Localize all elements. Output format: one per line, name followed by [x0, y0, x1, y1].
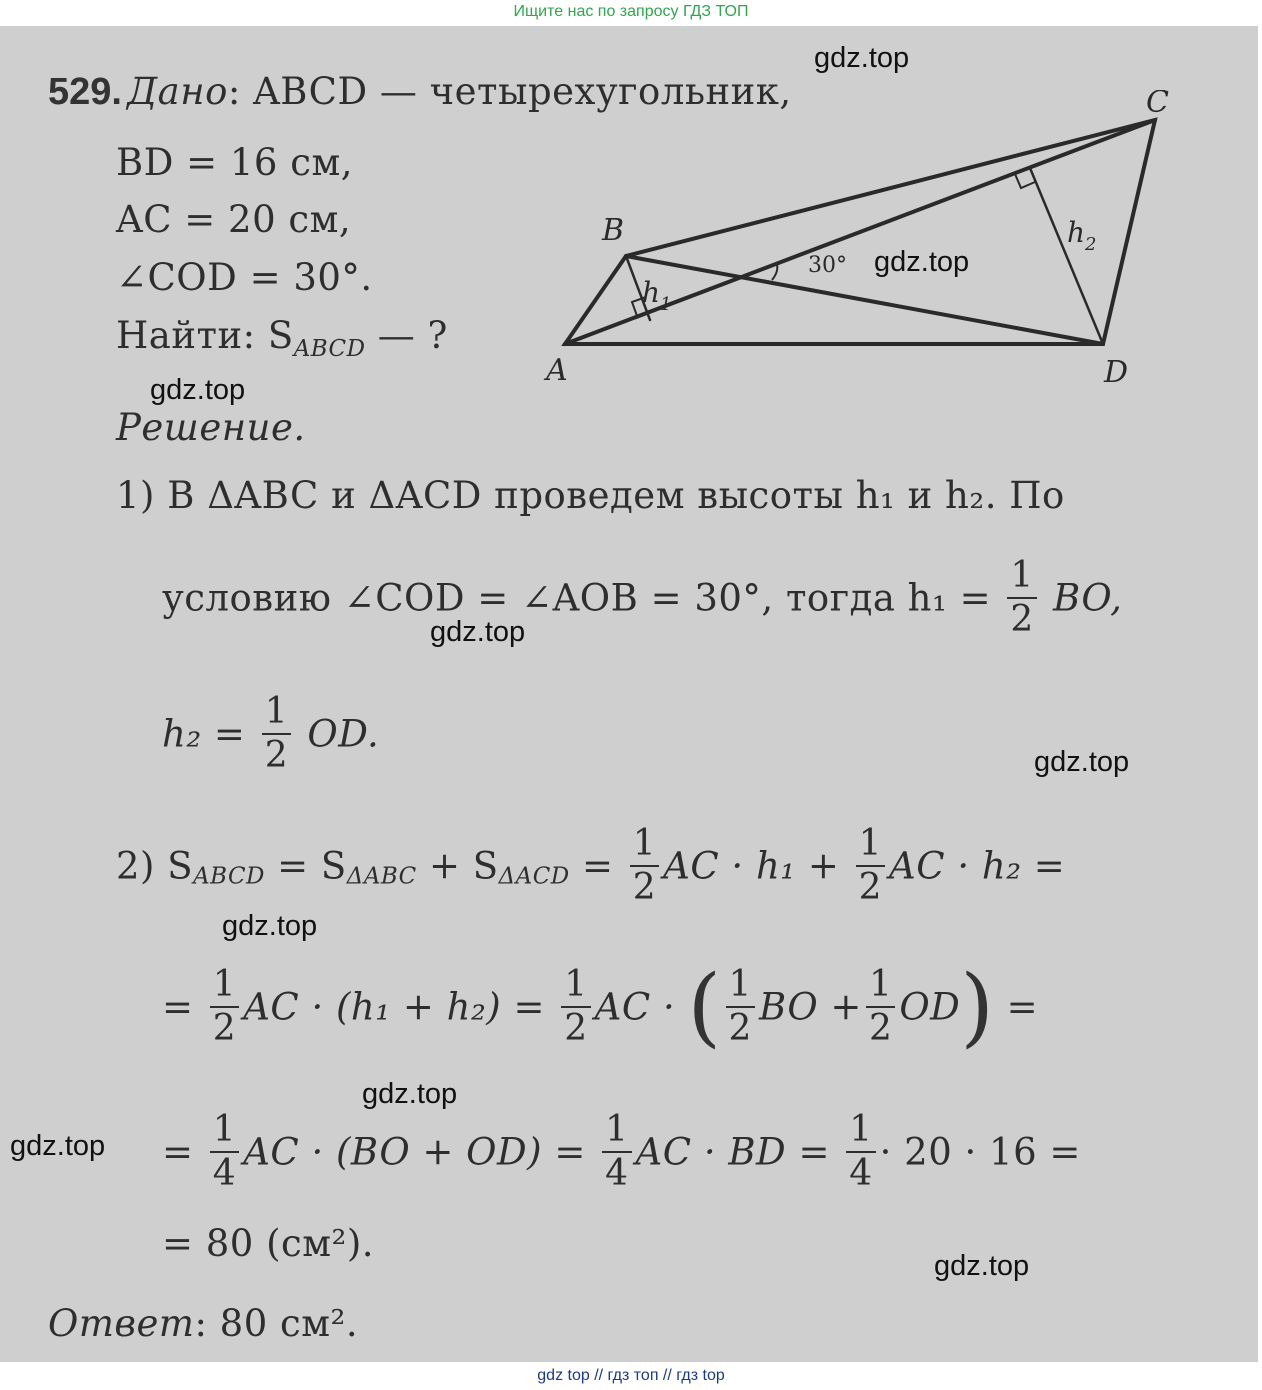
vertex-b: B [602, 213, 625, 248]
fraction-quarter: $\frac{1}{4}$ [846, 1112, 875, 1192]
answer-value: : 80 см². [194, 1302, 359, 1345]
fraction-half: $\frac{1}{2}$ [262, 694, 291, 774]
find-label: Найти: S [116, 314, 294, 357]
vertex-c: C [1146, 90, 1169, 120]
right-paren: ) [960, 957, 995, 1057]
find-sub: ABCD [293, 336, 366, 363]
watermark: gdz.top [1034, 746, 1130, 778]
quadrilateral-figure [540, 90, 1200, 420]
fraction-half: $\frac{1}{2}$ [210, 967, 239, 1047]
label-h1-sub: 1 [660, 294, 672, 315]
textbook-page [0, 26, 1258, 1362]
problem-number: 529. [48, 71, 122, 113]
watermark: gdz.top [150, 374, 246, 406]
watermark: gdz.top [362, 1078, 458, 1110]
fraction-half: $\frac{1}{2}$ [630, 826, 659, 906]
label-h2-sub: 2 [1085, 234, 1097, 255]
fraction-half: $\frac{1}{2}$ [1007, 558, 1036, 638]
fraction-quarter: $\frac{1}{4}$ [602, 1112, 631, 1192]
step2-result: = 80 (см²). [162, 1222, 375, 1265]
label-h1: h [642, 276, 661, 309]
footer-links[interactable]: gdz top // гдз топ // гдз top [537, 1367, 725, 1384]
top-banner[interactable]: Ищите нас по запросу ГДЗ ТОП [513, 3, 749, 20]
watermark: gdz.top [430, 616, 526, 648]
vertex-d: D [1104, 355, 1129, 390]
step1-line3-tail: OD. [307, 712, 380, 756]
step2-line1: 2) $S_{ABCD} = S_{\Delta ABC} + S_{\Delta ACD}$ = $\frac{1}{2}$ AC · h₁ + $\frac{1}{2}$ AC · h₂ = [116, 823, 1066, 908]
watermark: gdz.top [814, 42, 910, 74]
fraction-half: $\frac{1}{2}$ [856, 826, 885, 906]
fraction-quarter: $\frac{1}{4}$ [210, 1112, 239, 1192]
diagonal-bd [626, 256, 1103, 344]
find-tail: — ? [365, 314, 448, 357]
label-h2: h [1067, 216, 1086, 249]
fraction-half: $\frac{1}{2}$ [866, 967, 895, 1047]
find-line [116, 314, 448, 362]
watermark: gdz.top [874, 246, 970, 278]
fraction-half: $\frac{1}{2}$ [561, 967, 590, 1047]
left-paren: ( [687, 957, 722, 1057]
step1-line3-head: h₂ = [162, 712, 246, 756]
given-ac: AC = 20 см, [116, 198, 352, 241]
watermark: gdz.top [10, 1130, 106, 1162]
right-angle-mark-2 [1015, 174, 1035, 188]
watermark: gdz.top [934, 1250, 1030, 1282]
step1-line2 [162, 555, 1123, 640]
angle-label: 30° [808, 253, 847, 278]
answer-label: Ответ [48, 1302, 195, 1345]
step1-line2-text: условию ∠COD = ∠AOB = 30°, тогда h₁ = [162, 576, 992, 620]
given-label: Дано [127, 70, 228, 113]
watermark: gdz.top [222, 910, 318, 942]
vertex-a: A [546, 353, 568, 388]
solution-label: Решение. [116, 406, 306, 449]
step2-line3: = $\frac{1}{4}$ AC · (BO + OD) = $\frac{1}{4}$ AC · BD = $\frac{1}{4}$ · 20 · 16 = [162, 1109, 1081, 1194]
step2-line2: = $\frac{1}{2}$ AC · (h₁ + h₂) = $\frac{1}{2}$ AC · ( $\frac{1}{2}$ BO + $\frac{1}{2}$ OD) = [162, 957, 1039, 1057]
answer-line [48, 1302, 358, 1345]
step1-line2-tail: BO, [1053, 576, 1123, 620]
step1-line3 [162, 691, 380, 776]
given-bd: BD = 16 см, [116, 141, 353, 184]
given-text: : ABCD — четырехугольник, [227, 70, 792, 113]
step1-line1: 1) В ΔABC и ΔACD проведем высоты h₁ и h₂. По [116, 474, 1065, 517]
fraction-half: $\frac{1}{2}$ [726, 967, 755, 1047]
given-angle: ∠COD = 30°. [116, 256, 373, 299]
height-h2 [1030, 168, 1103, 344]
